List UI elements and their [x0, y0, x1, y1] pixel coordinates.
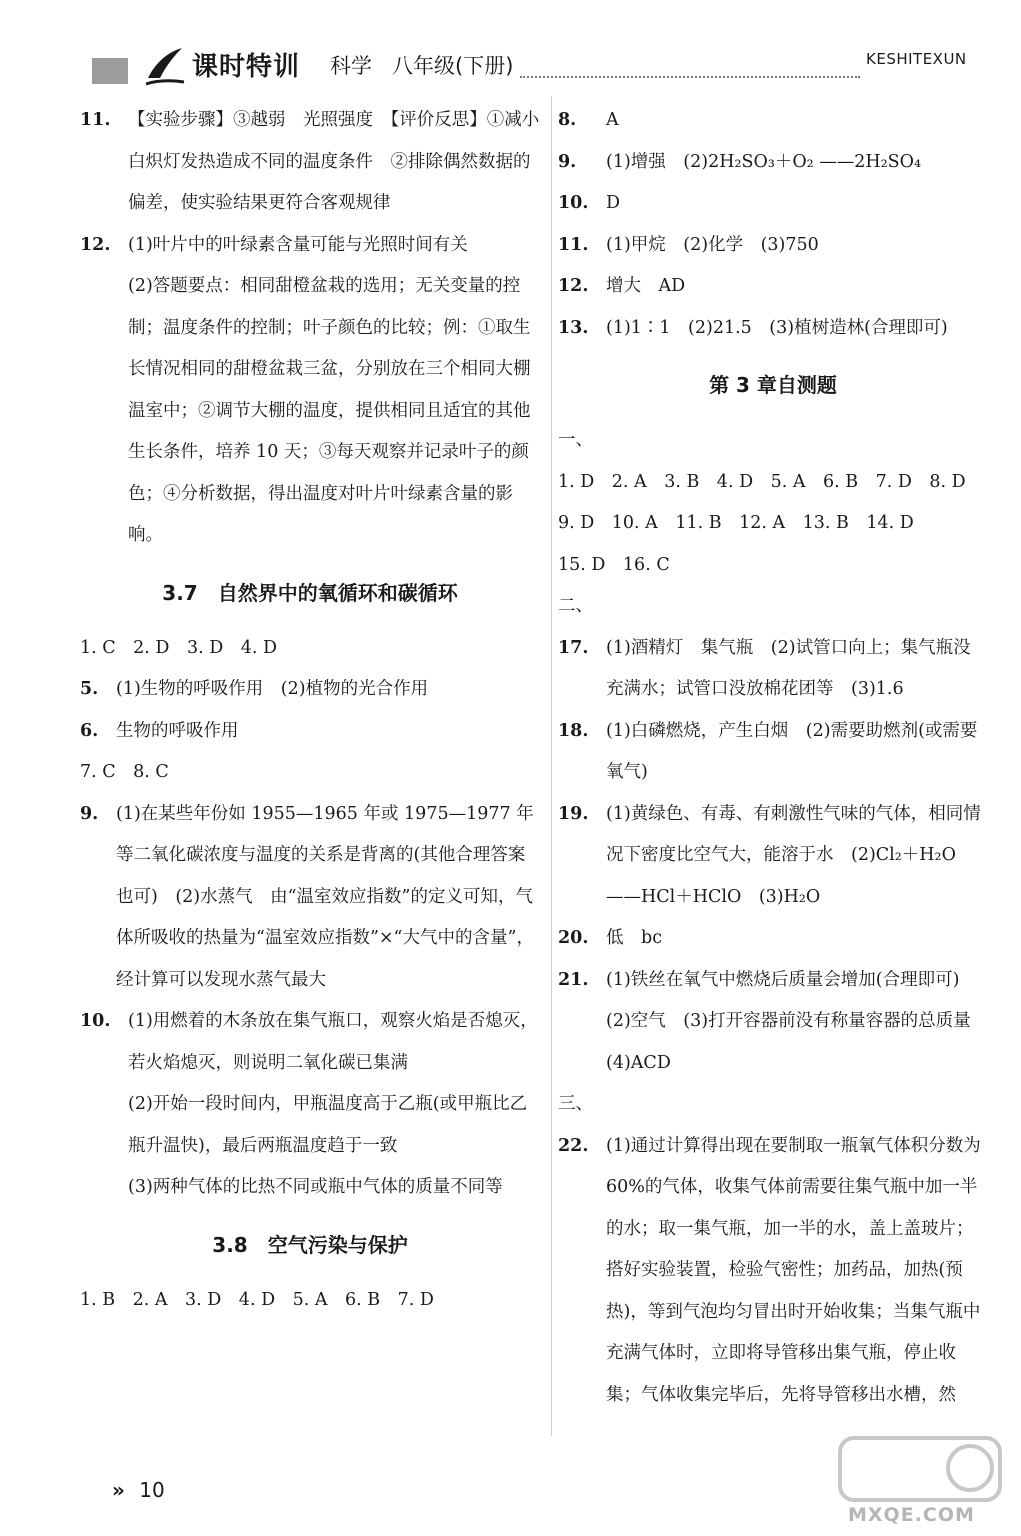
page-number: 10 — [139, 1478, 165, 1502]
page-header — [0, 0, 1021, 92]
pen-logo-icon — [142, 44, 188, 88]
answer-r19: 19. (1)黄绿色、有毒、有刺激性气味的气体，相同情况下密度比空气大，能溶于水 (2)Cl₂＋H₂O——HCl＋HClO (3)H₂O — [558, 803, 981, 907]
answer-10: 10. (1)用燃着的木条放在集气瓶口，观察火焰是否熄灭，若火焰熄灭，则说明二氧化碳已集满 (2)开始一段时间内，甲瓶温度高于乙瓶(或甲瓶比乙瓶升温快)，最后两瓶温度趋于一致 (3)两种气体的比热不同或瓶中气体的质量不同等 — [80, 1011, 538, 1197]
answer-r8: 8. A — [558, 110, 619, 130]
subject-label: 科学 — [330, 54, 372, 78]
watermark-text: MXQE.COM — [848, 1504, 975, 1526]
double-arrow-icon: » — [112, 1478, 121, 1502]
header-grey-block — [92, 58, 128, 84]
left-column — [80, 100, 540, 1321]
answer-12: 12. (1)叶片中的叶绿素含量可能与光照时间有关 (2)答题要点：相同甜橙盆栽的选用；无关变量的控制；温度条件的控制；叶子颜色的比较；例：①取生长情况相同的甜橙盆栽三盆，分别放在三个相同大棚温室中；②调节大棚的温度，提供相同且适宜的其他生长条件，培养 10 天；③每天观察并记录叶子的颜色；④分析数据，得出温度对叶片叶绿素含量的影响。 — [80, 234, 531, 545]
watermark-logo — [830, 1430, 1010, 1530]
answer-r12: 12. 增大 AD — [558, 276, 686, 296]
answer-r11: 11. (1)甲烷 (2)化学 (3)750 — [558, 234, 819, 255]
part-two-heading: 二、 — [558, 596, 593, 616]
header-dotted-rule — [520, 76, 860, 78]
part-one-heading: 一、 — [558, 430, 593, 450]
watermark-emblem-icon — [830, 1430, 1010, 1510]
answers-1-7: 1. B 2. A 3. D 4. D 5. A 6. B 7. D — [80, 1289, 434, 1310]
multiple-choice-1-14: 1. D 2. A 3. B 4. D 5. A 6. B 7. D 8. D 9. D 10. A 11. B 12. A 13. B 14. D — [558, 471, 984, 533]
column-divider — [551, 96, 552, 1436]
answer-r18: 18. (1)白磷燃烧，产生白烟 (2)需要助燃剂(或需要氧气) — [558, 720, 978, 782]
grade-label: 八年级(下册) — [392, 54, 514, 78]
answer-r20: 20. 低 bc — [558, 928, 663, 948]
answer-r21: 21. (1)铁丝在氧气中燃烧后质量会增加(合理即可) (2)空气 (3)打开容器前没有称量容器的总质量 (4)ACD — [558, 969, 989, 1073]
answer-6: 6. 生物的呼吸作用 — [80, 720, 239, 741]
section-title-3-8: 3.8 空气污染与保护 — [212, 1232, 408, 1257]
answer-r13: 13. (1)1∶1 (2)21.5 (3)植树造林(合理即可) — [558, 317, 948, 338]
answer-r10: 10. D — [558, 193, 621, 213]
answers-1-4: 1. C 2. D 3. D 4. D — [80, 637, 278, 658]
part-three-heading: 三、 — [558, 1094, 593, 1114]
multiple-choice-15-16: 15. D 16. C — [558, 554, 670, 575]
answer-5: 5. (1)生物的呼吸作用 (2)植物的光合作用 — [80, 679, 429, 699]
brand-pinyin: KESHITEXUN — [866, 50, 967, 68]
answer-r9: 9. (1)增强 (2)2H₂SO₃＋O₂ ——2H₂SO₄ — [558, 151, 922, 172]
answer-11: 11. 【实验步骤】③越弱 光照强度 【评价反思】①减小白炽灯发热造成不同的温度条件 ②排除偶然数据的偏差，使实验结果更符合客观规律 — [80, 110, 540, 213]
answer-r17: 17. (1)酒精灯 集气瓶 (2)试管口向上；集气瓶没充满水；试管口没放棉花团等 (3)1.6 — [558, 637, 971, 699]
answer-r22: 22. (1)通过计算得出现在要制取一瓶氧气体积分数为 60%的气体，收集气体前需要往集气瓶中加一半的水；取一集气瓶，加一半的水，盖上盖玻片；搭好实验装置，检验气密性；加药品，加热(预热)，等到气泡均匀冒出时开始收集；当集气瓶中充满气体时，立即将导管移出集气瓶，停止收集；气体收集完毕后，先将导管移出水槽，然 — [558, 1135, 981, 1405]
section-title-3-7: 3.7 自然界中的氧循环和碳循环 — [162, 580, 458, 605]
page-footer — [112, 1478, 165, 1502]
answer-9: 9. (1)在某些年份如 1955—1965 年或 1975—1977 年等二氧化碳浓度与温度的关系是背离的(其他合理答案也可) (2)水蒸气 由“温室效应指数”的定义可知，气体所吸收的热量为“温室效应指数”×“大气中的含量”，经计算可以发现水蒸气最大 — [80, 803, 534, 990]
section-title-chapter-3-test: 第 3 章自测题 — [709, 373, 837, 397]
brand-title: 课时特训 — [192, 52, 301, 82]
right-column — [558, 100, 988, 1416]
answers-7-8: 7. C 8. C — [80, 762, 169, 782]
